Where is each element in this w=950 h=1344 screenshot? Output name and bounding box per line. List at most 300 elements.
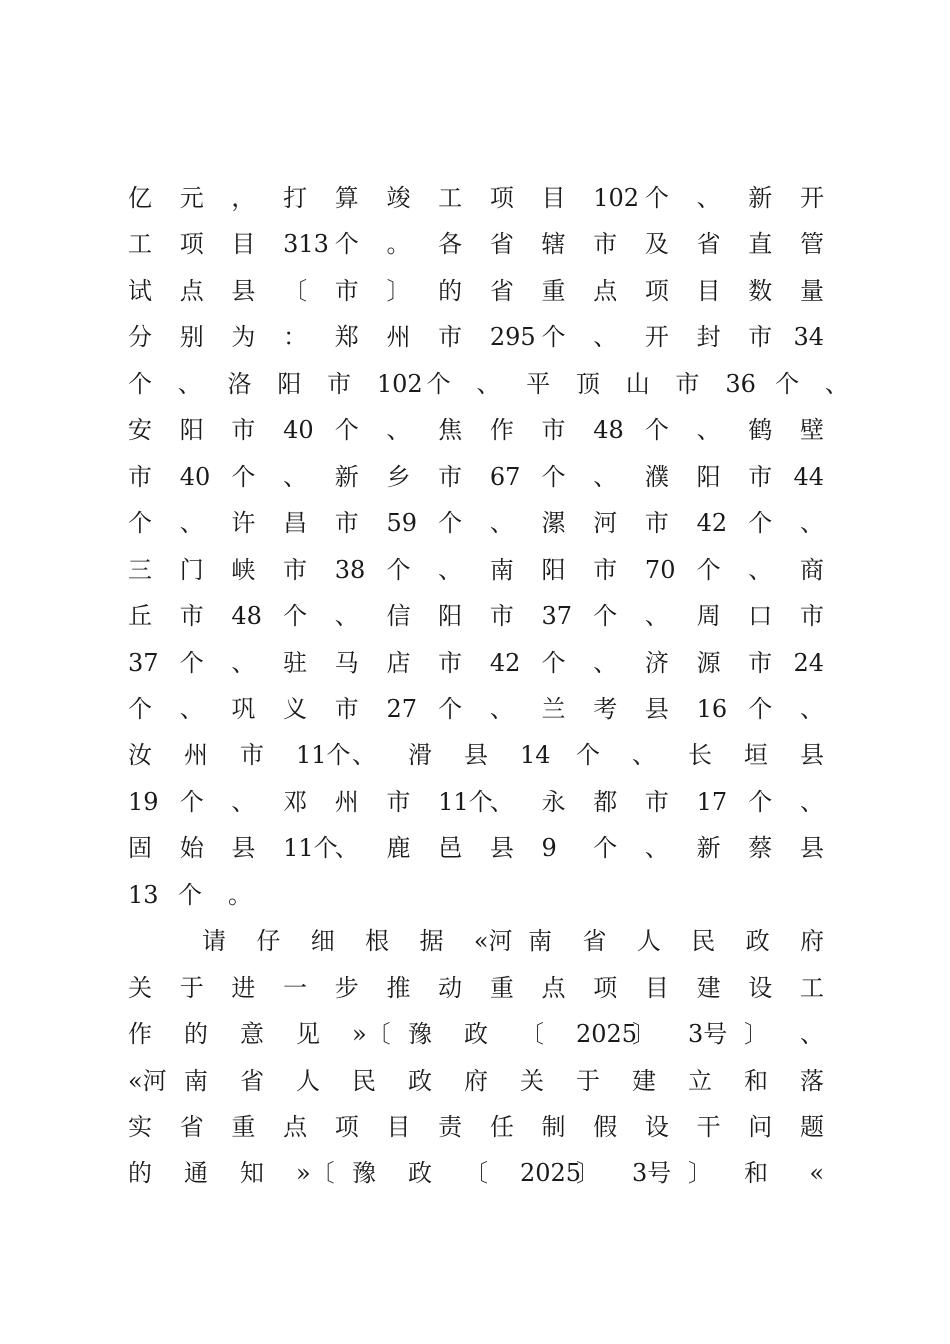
text-token: 关: [520, 1066, 544, 1095]
text-token: 工: [128, 230, 152, 259]
text-line: [128, 968, 824, 1008]
text-token: 个: [541, 462, 566, 491]
text-token: 阳: [696, 462, 721, 491]
text-token: 进: [231, 973, 256, 1002]
text-token: 市: [334, 509, 359, 538]
text-line: [128, 550, 824, 590]
text-token: 点: [593, 276, 618, 305]
text-token: 个: [179, 787, 204, 816]
text-token: 鹿: [386, 834, 411, 863]
text-line: [128, 410, 824, 450]
text-token: 数: [748, 276, 773, 305]
text-token: 〔: [464, 1159, 488, 1188]
text-token: 〔: [520, 1020, 544, 1049]
text-token: 24: [793, 648, 824, 677]
text-line: [128, 875, 860, 915]
text-token: 市: [334, 276, 359, 305]
text-token: 、: [800, 1020, 824, 1049]
text-token: 、: [179, 694, 204, 723]
text-token: 个: [386, 555, 411, 584]
text-token: 建: [696, 973, 721, 1002]
text-token: 市: [327, 369, 352, 398]
text-token: 、: [476, 369, 501, 398]
text-token: 〕: [632, 1020, 656, 1049]
text-token: 37: [541, 602, 573, 631]
text-token: 个: [541, 648, 566, 677]
text-line: [128, 1014, 824, 1054]
text-token: 、: [179, 509, 204, 538]
text-token: 项: [489, 184, 514, 212]
text-token: 南: [528, 927, 553, 956]
text-token: 、: [644, 602, 669, 631]
text-token: 开: [800, 184, 824, 212]
text-token: 元: [179, 184, 204, 212]
text-token: 点: [541, 973, 566, 1002]
text-token: 民: [691, 927, 716, 956]
text-token: 44: [793, 462, 824, 491]
text-token: 个: [593, 602, 618, 631]
text-token: 邑: [438, 834, 463, 863]
text-token: 滑: [408, 741, 432, 770]
text-token: 市: [438, 648, 463, 677]
text-line: [128, 596, 824, 636]
text-token: 县: [464, 741, 488, 770]
text-token: 、: [231, 787, 256, 816]
text-token: 3号: [688, 1020, 728, 1049]
text-token: 山: [625, 369, 650, 398]
text-token: 信: [386, 602, 411, 631]
text-token: 、: [334, 602, 359, 631]
text-token: 295: [489, 323, 536, 352]
text-token: 马: [334, 648, 359, 677]
text-token: 。: [386, 230, 411, 259]
text-token: 目: [541, 184, 566, 212]
text-token: 府: [800, 927, 824, 956]
text-token: 市: [240, 741, 264, 770]
text-token: 重: [489, 973, 514, 1002]
text-token: 鹤: [748, 416, 773, 445]
text-token: 郑: [334, 323, 359, 352]
text-token: 38: [334, 555, 366, 584]
text-token: 项: [593, 973, 618, 1002]
text-token: 市: [386, 787, 411, 816]
text-token: 工: [800, 973, 824, 1002]
text-token: 县: [644, 694, 669, 723]
text-token: 〕: [386, 276, 411, 305]
text-token: 乡: [386, 462, 411, 491]
text-token: 于: [179, 973, 204, 1002]
text-token: 及: [644, 230, 669, 259]
text-token: 南: [184, 1066, 208, 1095]
text-token: 义: [283, 694, 308, 723]
text-token: 、: [696, 416, 721, 445]
text-token: 、: [800, 694, 824, 723]
text-token: 省: [582, 927, 607, 956]
text-token: 干: [696, 1113, 721, 1141]
text-token: 36: [725, 369, 756, 398]
text-token: 目: [386, 1113, 411, 1141]
text-token: 、: [489, 509, 514, 538]
text-token: 市: [179, 602, 204, 631]
text-token: 濮: [644, 462, 669, 491]
text-token: 安: [128, 416, 152, 445]
text-token: 直: [748, 230, 773, 259]
text-token: 点: [283, 1113, 308, 1141]
text-token: 焦: [438, 416, 463, 445]
text-token: 济: [644, 648, 669, 677]
text-token: 67: [489, 462, 521, 491]
text-token: 省: [240, 1066, 264, 1095]
text-token: 个: [128, 694, 152, 723]
text-token: 政: [745, 927, 770, 956]
text-token: 、: [696, 184, 721, 212]
text-token: 48: [231, 602, 262, 631]
text-token: 竣: [386, 184, 411, 212]
text-token: 2025: [576, 1020, 638, 1049]
text-token: 人: [296, 1066, 320, 1095]
text-token: 市: [541, 416, 566, 445]
text-token: 省: [696, 230, 721, 259]
text-token: 个: [438, 509, 463, 538]
text-token: 打: [283, 184, 308, 212]
text-token: 新: [334, 462, 359, 491]
text-token: 个: [541, 323, 566, 352]
text-line: [128, 1153, 824, 1193]
text-token: 作: [128, 1020, 152, 1049]
text-token: 个: [128, 509, 152, 538]
text-token: 动: [438, 973, 463, 1002]
text-line: [128, 178, 824, 218]
text-token: 目: [644, 973, 669, 1002]
text-token: 辖: [541, 230, 566, 259]
text-token: 源: [696, 648, 721, 677]
text-token: 个: [775, 369, 800, 398]
text-token: 设: [748, 973, 773, 1002]
text-token: 省: [179, 1113, 204, 1141]
text-token: 34: [793, 323, 824, 352]
text-token: »〔: [296, 1159, 335, 1188]
text-token: 题: [800, 1113, 824, 1141]
text-token: 平: [526, 369, 551, 398]
text-token: 三: [128, 555, 152, 584]
text-token: 40: [283, 416, 314, 445]
text-token: 根: [365, 927, 390, 956]
text-token: 始: [179, 834, 204, 863]
text-token: 商: [800, 555, 824, 584]
text-token: 11个: [438, 787, 493, 816]
text-token: 〔: [283, 276, 308, 305]
text-token: 市: [128, 462, 152, 491]
text-token: 、: [748, 555, 773, 584]
text-token: 问: [748, 1113, 773, 1141]
text-line: [128, 921, 824, 961]
text-token: 落: [800, 1066, 824, 1095]
text-token: 17: [696, 787, 728, 816]
text-token: ：: [283, 323, 308, 352]
text-token: 州: [334, 787, 359, 816]
text-token: 驻: [283, 648, 308, 677]
text-token: 市: [748, 648, 773, 677]
text-token: 通: [184, 1159, 208, 1188]
text-token: 项: [644, 276, 669, 305]
text-token: 、: [644, 834, 669, 863]
text-token: 市: [438, 462, 463, 491]
text-token: 、: [438, 555, 463, 584]
text-token: 、: [334, 834, 359, 863]
text-line: [128, 457, 824, 497]
text-token: 县: [231, 276, 256, 305]
text-line: [128, 364, 860, 404]
text-line: [128, 643, 824, 683]
text-token: 48: [593, 416, 624, 445]
text-token: 、: [593, 323, 618, 352]
text-token: 个: [644, 184, 669, 212]
text-line: [128, 503, 824, 543]
text-token: 州: [184, 741, 208, 770]
text-token: 11个: [296, 741, 351, 770]
text-token: 42: [696, 509, 728, 538]
text-token: 请: [202, 927, 226, 956]
text-token: 责: [438, 1113, 463, 1141]
text-token: 项: [179, 230, 204, 259]
text-token: «河: [473, 927, 513, 956]
text-token: 市: [748, 323, 773, 352]
text-token: 河: [593, 509, 618, 538]
text-token: 、: [593, 648, 618, 677]
text-token: 固: [128, 834, 152, 863]
text-token: 州: [386, 323, 411, 352]
text-token: 洛: [227, 369, 252, 398]
text-token: 巩: [231, 694, 256, 723]
text-token: 重: [231, 1113, 256, 1141]
text-token: 、: [177, 369, 202, 398]
text-token: 作: [489, 416, 514, 445]
text-token: 、: [231, 648, 256, 677]
text-token: 县: [231, 834, 256, 863]
text-token: 漯: [541, 509, 566, 538]
text-token: 27: [386, 694, 417, 723]
text-token: 个: [128, 369, 152, 398]
text-token: 人: [636, 927, 661, 956]
text-token: 目: [696, 276, 721, 305]
text-token: 量: [800, 276, 824, 305]
text-token: 新: [748, 184, 773, 212]
text-token: 兰: [541, 694, 566, 723]
text-token: 市: [231, 416, 256, 445]
text-token: 步: [334, 973, 359, 1002]
text-token: 3号: [632, 1159, 672, 1188]
text-token: 一: [283, 973, 308, 1002]
text-line: [128, 735, 824, 775]
text-token: 开: [644, 323, 669, 352]
text-token: 长: [688, 741, 712, 770]
text-token: 〕: [688, 1159, 712, 1188]
text-token: 。: [228, 880, 252, 909]
text-token: 民: [352, 1066, 376, 1095]
text-line: [128, 224, 824, 264]
text-token: «河: [128, 1066, 167, 1095]
text-token: 阳: [438, 602, 463, 631]
text-token: 丘: [128, 602, 152, 631]
text-token: 试: [128, 276, 152, 305]
text-token: 门: [179, 555, 204, 584]
text-token: 市: [748, 462, 773, 491]
text-token: 市: [644, 787, 669, 816]
text-line: [128, 271, 824, 311]
text-token: 的: [184, 1020, 208, 1049]
text-token: 永: [541, 787, 566, 816]
text-token: 市: [283, 555, 308, 584]
text-token: 府: [464, 1066, 488, 1095]
text-token: 都: [593, 787, 618, 816]
text-token: 市: [800, 602, 824, 631]
text-token: 县: [800, 834, 824, 863]
text-token: 许: [231, 509, 256, 538]
text-token: 封: [696, 323, 721, 352]
text-token: 仔: [256, 927, 281, 956]
text-token: 政: [408, 1159, 432, 1188]
text-token: 个: [231, 462, 256, 491]
text-token: 知: [240, 1159, 264, 1188]
text-token: 昌: [283, 509, 308, 538]
text-token: 豫: [352, 1159, 376, 1188]
text-token: 个: [748, 509, 773, 538]
text-token: 个: [283, 602, 308, 631]
text-token: 实: [128, 1113, 152, 1141]
text-token: 的: [438, 276, 463, 305]
text-token: 〕: [576, 1159, 600, 1188]
text-token: 汝: [128, 741, 152, 770]
text-token: 、: [352, 741, 376, 770]
text-token: 政: [464, 1020, 488, 1049]
text-token: 、: [800, 509, 824, 538]
text-token: 省: [489, 276, 514, 305]
text-token: 、: [386, 416, 411, 445]
text-token: 豫: [408, 1020, 432, 1049]
text-token: 个: [178, 880, 202, 909]
text-token: 和: [744, 1159, 768, 1188]
text-token: 、: [824, 369, 849, 398]
text-token: 、: [283, 462, 308, 491]
text-token: 、: [800, 787, 824, 816]
text-token: 据: [419, 927, 444, 956]
text-token: 市: [593, 230, 618, 259]
text-token: 102: [376, 369, 423, 398]
text-token: 立: [688, 1066, 712, 1095]
text-token: 和: [744, 1066, 768, 1095]
text-token: 别: [179, 323, 204, 352]
text-token: 市: [675, 369, 700, 398]
text-token: 、: [632, 741, 656, 770]
text-token: 制: [541, 1113, 566, 1141]
text-line: [128, 689, 824, 729]
text-token: 70: [644, 555, 676, 584]
text-token: 南: [489, 555, 514, 584]
text-token: 管: [800, 230, 824, 259]
text-token: 19: [128, 787, 159, 816]
text-token: 推: [386, 973, 411, 1002]
text-token: 、: [593, 462, 618, 491]
text-token: 建: [632, 1066, 656, 1095]
text-token: 59: [386, 509, 417, 538]
text-token: 壁: [800, 416, 824, 445]
text-token: 阳: [179, 416, 204, 445]
text-token: 考: [593, 694, 618, 723]
text-token: 县: [489, 834, 514, 863]
text-token: 37: [128, 648, 159, 677]
text-token: 分: [128, 323, 152, 352]
text-token: 工: [438, 184, 463, 212]
text-token: 峡: [231, 555, 256, 584]
text-token: 16: [696, 694, 728, 723]
text-line: [128, 1061, 824, 1101]
text-token: 市: [334, 694, 359, 723]
text-token: 40: [179, 462, 211, 491]
text-token: 项: [334, 1113, 359, 1141]
text-token: 个: [438, 694, 463, 723]
text-token: 点: [179, 276, 204, 305]
text-token: 任: [489, 1113, 514, 1141]
text-token: 县: [800, 741, 824, 770]
text-line: [128, 1107, 824, 1147]
text-token: 个: [644, 416, 669, 445]
text-line: [128, 782, 824, 822]
text-token: 个: [748, 787, 773, 816]
text-token: 阳: [277, 369, 302, 398]
text-token: 垣: [744, 741, 768, 770]
text-token: 102: [593, 184, 640, 212]
text-token: 13: [128, 880, 159, 909]
text-token: 阳: [541, 555, 566, 584]
text-token: 关: [128, 973, 152, 1002]
text-token: 个: [426, 369, 451, 398]
text-token: 市: [593, 555, 618, 584]
text-token: 、: [489, 787, 514, 816]
text-token: 市: [489, 602, 514, 631]
text-token: 个: [179, 648, 204, 677]
text-token: 重: [541, 276, 566, 305]
text-token: 个: [696, 555, 721, 584]
text-token: 细: [310, 927, 335, 956]
text-token: 省: [489, 230, 514, 259]
text-token: 于: [576, 1066, 600, 1095]
text-token: 周: [696, 602, 721, 631]
text-token: 设: [644, 1113, 669, 1141]
text-token: 目: [231, 230, 256, 259]
text-token: 313: [283, 230, 329, 259]
text-token: 新: [696, 834, 721, 863]
text-token: 市: [438, 323, 463, 352]
text-token: 蔡: [748, 834, 773, 863]
text-token: 邓: [283, 787, 308, 816]
text-token: 顶: [576, 369, 600, 398]
text-token: 店: [386, 648, 411, 677]
text-token: «: [809, 1159, 824, 1188]
text-token: 个: [748, 694, 773, 723]
text-token: 个: [576, 741, 600, 770]
text-token: 个: [593, 834, 618, 863]
text-token: 假: [593, 1113, 618, 1141]
text-token: 〕: [744, 1020, 768, 1049]
text-token: ，: [231, 184, 256, 212]
text-token: 11个: [283, 834, 338, 863]
text-token: 个: [334, 416, 359, 445]
text-token: 2025: [520, 1159, 582, 1188]
text-token: 亿: [128, 184, 152, 212]
text-token: 、: [489, 694, 514, 723]
text-line: [128, 317, 824, 357]
text-token: 14: [520, 741, 551, 770]
